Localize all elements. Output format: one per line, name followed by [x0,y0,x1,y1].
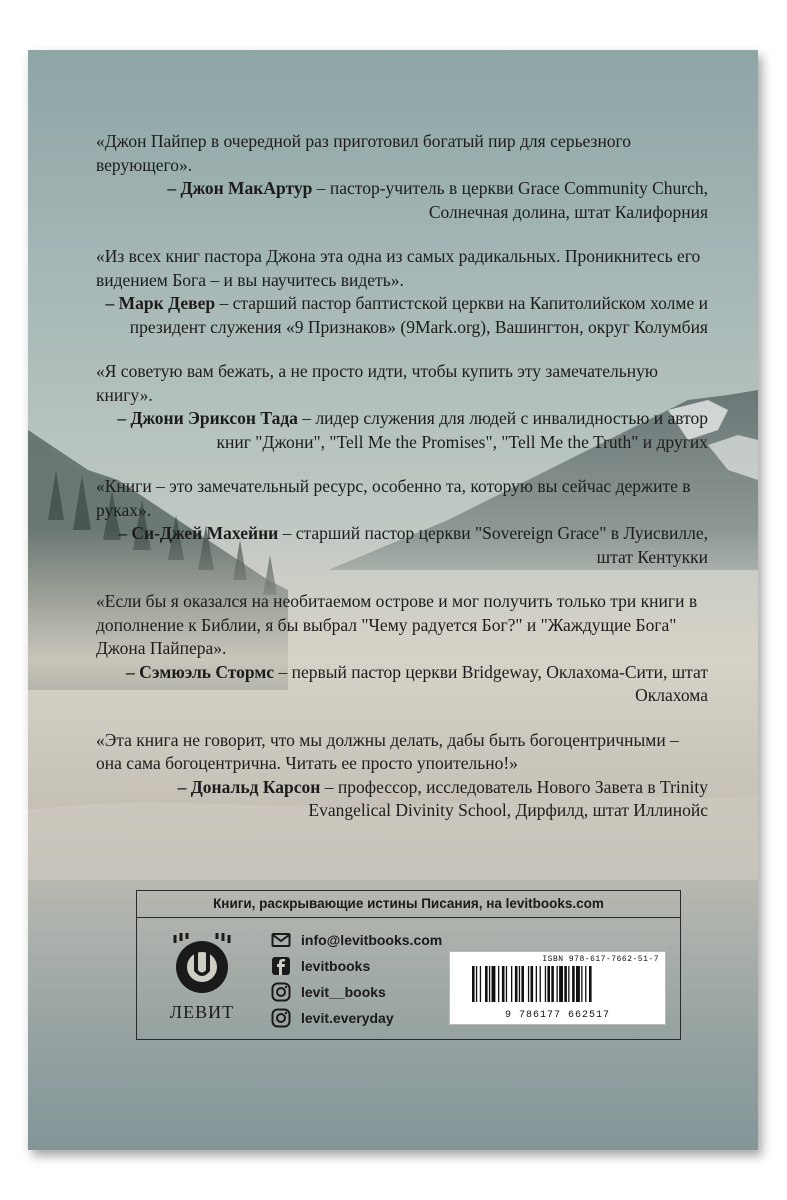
isbn-barcode [449,951,666,1025]
endorsement-author-title: – профессор, исследователь Нового Завета в Trinity Evangelical Divinity School, Дирфилд, штат Иллинойс [308,776,708,820]
endorsement-quote: «Я советую вам бежать, а не просто идти, чтобы купить эту замечательную книгу». [96,361,658,405]
barcode-bar [472,966,475,1002]
barcode-bar [511,966,512,1002]
publisher-tagline: Книги, раскрывающие истины Писания, на levitbooks.com [137,891,680,918]
email-icon [271,930,291,950]
endorsement-author-title: – первый пастор церкви Bridgeway, Оклахома-Сити, штат Оклахома [274,661,708,705]
isbn-label: ISBN 978-617-7662-51-7 [542,955,659,964]
endorsement [96,475,708,569]
barcode-bars [450,964,663,1004]
endorsement-author-title: – старший пастор баптистской церкви на Капитолийском холме и президент служения «9 Признаков» (9Mark.org), Вашингтон, округ Колумбия [129,293,708,337]
barcode-bar [568,966,569,1002]
contact-instagram-everyday[interactable] [271,1005,442,1031]
instagram-icon [271,1008,291,1028]
endorsement [96,245,708,339]
barcode-bar [498,966,499,1002]
endorsement-attribution [96,661,708,708]
endorsement-author: – Марк Девер [105,293,216,313]
barcode-bar [521,966,524,1002]
barcode-bar [480,966,481,1002]
endorsement-author-title: – старший пастор церкви "Sovereign Grace" в Луисвилле, штат Кентукки [278,523,708,567]
levit-logo-icon [167,933,237,995]
endorsement-attribution [96,292,708,339]
barcode-bar [551,966,554,1002]
endorsement [96,729,708,823]
barcode-bar [536,966,537,1002]
facebook-icon [271,956,291,976]
barcode-bar [547,966,550,1002]
endorsement-attribution [96,407,708,454]
barcode-bar [585,966,586,1002]
isbn-digits: 9 786177 662517 [504,1010,610,1021]
endorsement-author-title: – пастор-учитель в церкви Grace Community Church, Солнечная долина, штат Калифорния [312,178,708,222]
endorsement-quote: «Если бы я оказался на необитаемом острове и мог получить только три книги в дополнение к Библии, я бы выбрал "Чему радуется Бог?" и "Жаждущие Бога" Джона Пайпера». [96,591,698,658]
barcode-bar [531,966,534,1002]
barcode-bar [589,966,592,1002]
barcode-bar [489,966,490,1002]
contact-facebook[interactable] [271,953,442,979]
endorsement-author: – Дональд Карсон [177,776,321,797]
endorsement [96,130,708,224]
barcode-bar [540,966,541,1002]
barcode-bar [528,966,529,1002]
barcode-bar [485,966,488,1002]
barcode-bar [519,966,520,1002]
endorsement [96,590,708,708]
contact-list [271,927,442,1031]
endorsement-author: – Си-Джей Махейни [118,523,279,543]
barcode-bar [545,966,546,1002]
publisher-panel [136,890,681,1040]
contact-instagram-everyday-text: levit.everyday [301,1010,394,1026]
barcode-bar [564,966,567,1002]
endorsement-attribution [96,522,708,569]
contact-email-text: info@levitbooks.com [301,932,443,948]
contact-instagram-text: levit__books [301,984,386,1000]
endorsement-author: – Сэмюэль Стормс [126,661,275,682]
barcode-bar [502,966,505,1002]
endorsement-quote: «Эта книга не говорит, что мы должны делать, дабы быть богоцентричными – она сама богоцентрична. Читать ее просто упоительно!» [96,729,679,773]
barcode-bar [476,966,477,1002]
endorsement-attribution [96,776,708,823]
barcode-bar [572,966,575,1002]
endorsement-author: – Джони Эриксон Тада [117,408,298,428]
levit-logo [159,933,245,1023]
levit-logo-text: ЛЕВИТ [169,1002,235,1022]
contact-instagram[interactable] [271,979,442,1005]
instagram-icon [271,982,291,1002]
contact-email[interactable] [271,927,442,953]
barcode-bar [557,966,558,1002]
barcode-bar [581,966,582,1002]
endorsement-author: – Джон МакАртур [167,178,313,198]
endorsement-quote: «Из всех книг пастора Джона эта одна из самых радикальных. Проникнитесь его видением Бога – и вы научитесь видеть». [96,246,701,290]
contact-facebook-text: levitbooks [301,958,371,974]
endorsement-author-title: – лидер служения для людей с инвалидностью и автор книг "Джони", "Tell Me the Promises", "Tell Me the Truth" и других [216,408,708,452]
endorsement-quote: «Книги – это замечательный ресурс, особенно та, которую вы сейчас держите в руках». [96,476,691,520]
barcode-bar [492,966,496,1002]
barcode-bar [515,966,518,1002]
barcode-bar [576,966,580,1002]
endorsement-attribution [96,177,708,224]
endorsements [96,130,708,844]
endorsement [96,360,708,454]
barcode-bar [559,966,563,1002]
endorsement-quote: «Джон Пайпер в очередной раз приготовил богатый пир для серьезного верующего». [96,131,632,175]
barcode-bar [506,966,507,1002]
